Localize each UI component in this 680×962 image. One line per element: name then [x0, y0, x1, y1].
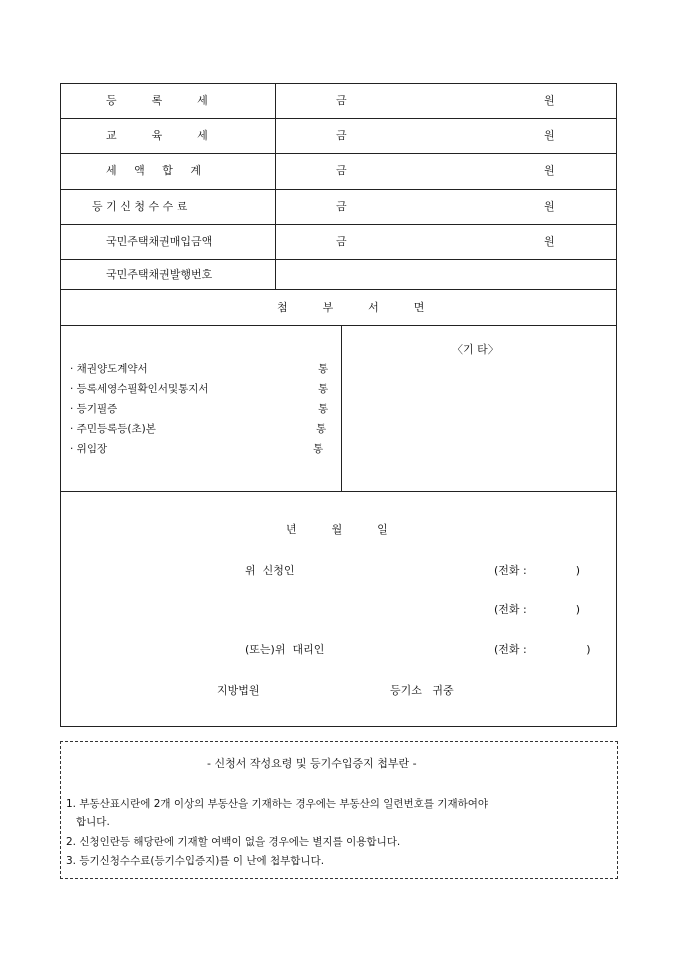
- amount-prefix: 금: [336, 164, 347, 177]
- row-divider: [60, 153, 617, 154]
- attachment-unit: 통: [318, 363, 329, 375]
- row-divider: [60, 325, 617, 326]
- registry-office: 등기소 귀중: [390, 684, 454, 697]
- attachment-unit: 통: [318, 383, 329, 395]
- attachment-item: · 채권양도계약서: [70, 363, 148, 375]
- attachment-unit: 통: [313, 443, 324, 455]
- row-divider: [60, 491, 617, 492]
- amount-unit: 원: [544, 235, 555, 248]
- agent-label: (또는)위 대리인: [245, 643, 325, 656]
- applicant-phone: (전화 : ): [494, 564, 580, 577]
- instruction-line: 2. 신청인란등 해당란에 기재할 여백이 없을 경우에는 별지를 이용합니다.: [66, 836, 401, 848]
- amount-unit: 원: [544, 200, 555, 213]
- amount-prefix: 금: [336, 200, 347, 213]
- amount-unit: 원: [544, 129, 555, 142]
- amount-prefix: 금: [336, 94, 347, 107]
- fee-label-bond-number: 국민주택채권발행번호: [106, 268, 213, 281]
- instruction-line: 합니다.: [66, 816, 110, 828]
- attachments-title: 첨 부 서 면: [277, 301, 425, 314]
- fee-label-tax-total: 세 액 합 계: [106, 164, 201, 177]
- agent-phone: (전화 : ): [494, 643, 591, 656]
- fee-label-education-tax: 교 육 세: [106, 129, 208, 142]
- application-form-frame: [60, 83, 617, 727]
- district-court: 지방법원: [217, 684, 260, 697]
- instruction-line: 3. 등기신청수수료(등기수입증지)를 이 난에 첩부합니다.: [66, 855, 325, 867]
- fee-label-bond-purchase: 국민주택채권매입금액: [106, 235, 213, 248]
- applicant-phone-2: (전화 : ): [494, 603, 580, 616]
- attachment-item: · 주민등록등(초)본: [70, 423, 156, 435]
- attachment-unit: 통: [318, 403, 329, 415]
- amount-unit: 원: [544, 164, 555, 177]
- amount-prefix: 금: [336, 235, 347, 248]
- instructions-title: - 신청서 작성요령 및 등기수입증지 첩부란 -: [207, 757, 417, 770]
- attachment-item: · 등록세영수필확인서및통지서: [70, 383, 209, 395]
- row-divider: [60, 189, 617, 190]
- fee-label-registration-tax: 등 록 세: [106, 94, 208, 107]
- column-divider: [341, 325, 342, 491]
- other-title: 〈기 타〉: [452, 343, 499, 356]
- row-divider: [60, 224, 617, 225]
- attachment-item: · 등기필증: [70, 403, 118, 415]
- column-divider: [275, 83, 276, 289]
- application-date: 년 월 일: [286, 523, 388, 536]
- attachment-unit: 통: [316, 423, 327, 435]
- fee-label-registration-fee: 등 기 신 청 수 수 료: [92, 200, 188, 213]
- row-divider: [60, 259, 617, 260]
- applicant-label: 위 신청인: [245, 564, 295, 577]
- amount-unit: 원: [544, 94, 555, 107]
- attachment-item: · 위임장: [70, 443, 108, 455]
- row-divider: [60, 118, 617, 119]
- amount-prefix: 금: [336, 129, 347, 142]
- row-divider: [60, 289, 617, 290]
- instruction-line: 1. 부동산표시란에 2개 이상의 부동산을 기재하는 경우에는 부동산의 일련번호를 기재하여야: [66, 798, 489, 810]
